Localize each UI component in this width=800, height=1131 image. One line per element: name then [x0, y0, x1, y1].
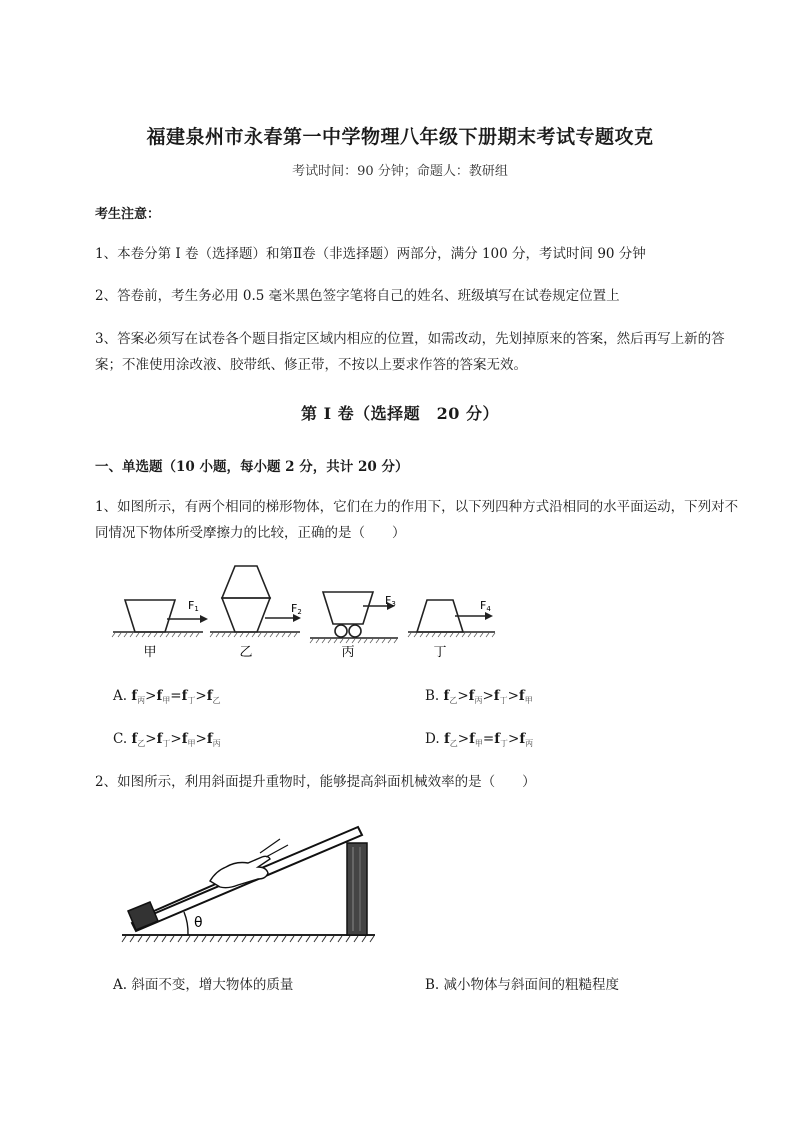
part-heading: 一、单选题（10 小题，每小题 2 分，共计 20 分） [95, 459, 409, 475]
question-1-option-c[interactable]: C. $f_乙>f_丁>f_甲>f_丙$ [113, 731, 221, 748]
hand-icon [210, 856, 270, 887]
force-label-3: F3 [385, 594, 396, 608]
section-title: 第 I 卷（选择题 20 分） [301, 404, 499, 423]
label-bing: 丙 [341, 645, 355, 660]
force-label-2: F2 [291, 602, 302, 616]
sleeve-lines [260, 839, 288, 857]
roller-1 [335, 625, 347, 637]
question-2-option-a[interactable]: A. 斜面不变，增大物体的质量 [113, 977, 294, 993]
question-1-option-b[interactable]: B. $f_乙>f_丙>f_丁>f_甲$ [425, 688, 533, 705]
angle-label: θ [194, 915, 203, 931]
question-1-stem: 1、如图所示，有两个相同的梯形物体，它们在力的作用下，以下列四种方式沿相同的水平面运动，下列对不同情况下物体所受摩擦力的比较，正确的是（ ） [95, 499, 739, 541]
force-label-1: F1 [188, 599, 199, 613]
block-bing [323, 592, 373, 624]
notice-item-3: 3、答案必须写在试卷各个题目指定区域内相应的位置，如需改动，先划掉原来的答案，然后再写上新的答案；不准使用涂改液、胶带纸、修正带，不按以上要求作答的答案无效。 [95, 331, 725, 373]
ground-lines [113, 632, 495, 638]
notice-item-2: 2、答卷前，考生务必用 0.5 毫米黑色签字笔将自己的姓名、班级填写在试卷规定位置上 [95, 288, 620, 304]
force-label-4: F4 [480, 599, 491, 613]
page-title: 福建泉州市永春第一中学物理八年级下册期末考试专题攻克 [146, 126, 654, 148]
notice-item-1: 1、本卷分第 I 卷（选择题）和第Ⅱ卷（非选择题）两部分，满分 100 分，考试时间 90 分钟 [95, 246, 646, 262]
block-yi-top [222, 566, 270, 598]
question-1-figure [105, 560, 505, 665]
arrowhead-4 [485, 612, 493, 620]
label-jia: 甲 [143, 645, 157, 660]
notice-heading: 考生注意： [95, 207, 161, 222]
angle-arc [184, 912, 188, 935]
block-jia [125, 600, 175, 632]
block-yi-bottom [222, 598, 270, 632]
question-2-option-b[interactable]: B. 减小物体与斜面间的粗糙程度 [425, 977, 620, 993]
arrowhead-1 [200, 615, 208, 623]
question-1-option-a[interactable]: A. $f_丙>f_甲=f_丁>f_乙$ [113, 688, 221, 705]
question-2-figure [110, 815, 390, 955]
label-ding: 丁 [433, 645, 447, 660]
question-1-option-d[interactable]: D. $f_乙>f_甲=f_丁>f_丙$ [425, 731, 534, 748]
support-post [347, 843, 367, 935]
roller-2 [349, 625, 361, 637]
question-2-stem: 2、如图所示，利用斜面提升重物时，能够提高斜面机械效率的是（ ） [95, 774, 536, 790]
ground-hatching [112, 633, 495, 643]
exam-info: 考试时间：90 分钟；命题人：教研组 [292, 164, 508, 179]
label-yi: 乙 [239, 645, 253, 660]
ground-hatching [122, 936, 374, 942]
